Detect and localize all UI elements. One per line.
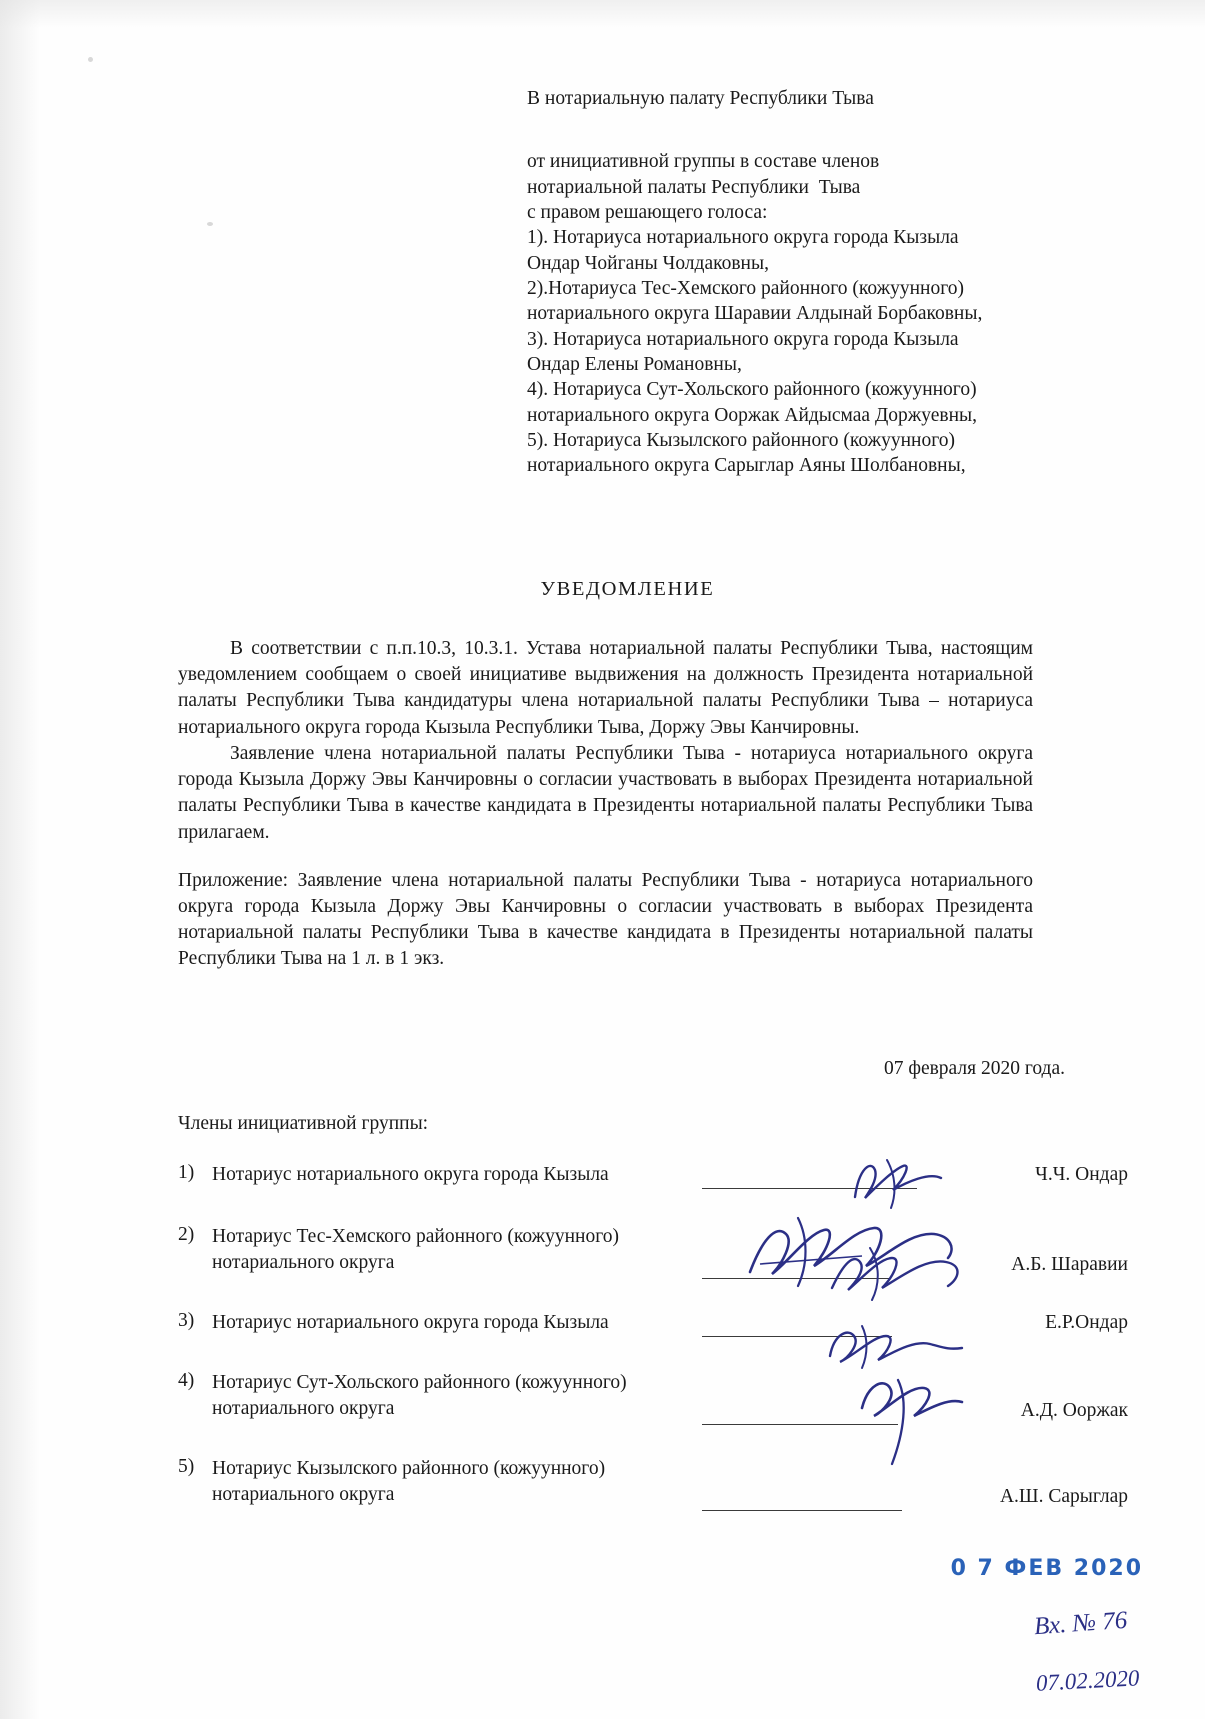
scan-edge-shadow-left [0, 0, 40, 1719]
signature-row [178, 1162, 1128, 1214]
signature-number: 2) [178, 1224, 195, 1245]
addressee-from-line: с правом решающего голоса: [527, 202, 768, 224]
signature-number: 3) [178, 1310, 195, 1331]
signature-role: Нотариус нотариального округа города Кызыла [212, 1312, 609, 1333]
addressee-block [527, 86, 1127, 479]
signature-name: Е.Р.Ондар [1045, 1312, 1128, 1333]
incoming-stamp-date-handwritten: 07.02.2020 [1034, 1665, 1140, 1696]
signature-role-line: Нотариус Тес-Хемского районного (кожуунного) [212, 1226, 619, 1247]
body-paragraph: В соответствии с п.п.10.3, 10.3.1. Устава нотариальной палаты Республики Тыва, настоящим уведомлением сообщаем о своей инициативе выдвижения на должность Президента нотариальной палаты Республики Тыва кандидатуры члена нотариальной палаты Республики Тыва – нотариуса нотариального округа города Кызыла Республики Тыва, Доржу Эвы Канчировны. [178, 638, 1033, 738]
addressee-from-line: Ондар Чойганы Чолдаковны, [527, 252, 769, 274]
signature-row [178, 1370, 1128, 1446]
signature-number: 1) [178, 1162, 195, 1183]
scan-speck [207, 222, 213, 226]
signature-name: А.Ш. Сарыглар [999, 1486, 1128, 1507]
addressee-from-line: нотариального округа Ооржак Айдысмаа Доржуевны, [527, 404, 977, 426]
signature-role-line: Нотариус Сут-Хольского районного (кожуунного) [212, 1372, 627, 1393]
scan-speck [88, 57, 93, 62]
addressee-from-line: 3). Нотариуса нотариального округа города Кызыла [527, 328, 959, 350]
signature-rule [702, 1188, 917, 1189]
signature-role-line: нотариального округа [212, 1483, 395, 1505]
incoming-stamp-date: 0 7 ФЕВ 2020 [950, 1556, 1143, 1581]
signature-name: Ч.Ч. Ондар [1035, 1164, 1128, 1185]
addressee-from-line: 2).Нотариуса Тес-Хемского районного (кожуунного) [527, 278, 964, 300]
signature-rule [702, 1510, 902, 1511]
signature-rule [702, 1278, 890, 1279]
addressee-from-line: от инициативной группы в составе членов [527, 151, 880, 173]
signature-role [212, 1456, 1128, 1507]
addressee-from-line: нотариального округа Шаравии Алдынай Борбаковны, [527, 303, 983, 325]
signature-name: А.Б. Шаравии [1011, 1254, 1128, 1275]
signature-role [212, 1224, 1128, 1275]
signature-rule [702, 1336, 892, 1337]
signature-number: 4) [178, 1370, 195, 1391]
signature-number: 5) [178, 1456, 195, 1477]
addressee-from-line: нотариальной палаты Республики Тыва [527, 176, 861, 198]
addressee-title: В нотариальную палату Республики Тыва [527, 88, 874, 109]
document-title: УВЕДОМЛЕНИЕ [540, 578, 715, 600]
signature-name: А.Д. Ооржак [1020, 1400, 1128, 1421]
signature-role: Нотариус нотариального округа города Кызыла [212, 1164, 609, 1185]
signature-row [178, 1456, 1128, 1532]
addressee-from-line: 4). Нотариуса Сут-Хольского районного (кожуунного) [527, 379, 977, 401]
signature-role-line: Нотариус Кызылского районного (кожуунного) [212, 1458, 606, 1479]
signature-role-line: нотариального округа [212, 1251, 395, 1273]
addressee-from-line: нотариального округа Сарыглар Аяны Шолбановны, [527, 455, 966, 477]
scan-edge-shadow-top [0, 0, 1205, 28]
attachment-paragraph: Приложение: Заявление члена нотариальной палаты Республики Тыва - нотариуса нотариального округа города Кызыла Доржу Эвы Канчировны о согласии участвовать в выборах Президента нотариальной палаты Республики Тыва в качестве кандидата в Президенты нотариальной палаты Республики Тыва на 1 л. в 1 экз. [178, 869, 1033, 970]
signature-rule [702, 1424, 898, 1425]
addressee-from-line: 1). Нотариуса нотариального округа города Кызыла [527, 227, 959, 249]
members-caption: Члены инициативной группы: [178, 1113, 429, 1134]
signature-row [178, 1310, 1128, 1360]
body-paragraph: Заявление члена нотариальной палаты Республики Тыва - нотариуса нотариального округа города Кызыла Доржу Эвы Канчировны о согласии участвовать в выборах Президента нотариальной палаты Республики Тыва в качестве кандидата в Президенты нотариальной палаты Республики Тыва прилагаем. [178, 742, 1033, 843]
addressee-from-line: Ондар Елены Романовны, [527, 354, 742, 376]
signature-table [178, 1162, 1128, 1542]
incoming-stamp-number: Вх. № 76 [1032, 1606, 1128, 1641]
signature-row [178, 1224, 1128, 1300]
signature-role [212, 1370, 1128, 1421]
document-date: 07 февраля 2020 года. [883, 1058, 1065, 1079]
signature-role-line: нотариального округа [212, 1397, 395, 1419]
document-body [178, 636, 1033, 973]
addressee-from-line: 5). Нотариуса Кызылского районного (кожуунного) [527, 430, 955, 452]
